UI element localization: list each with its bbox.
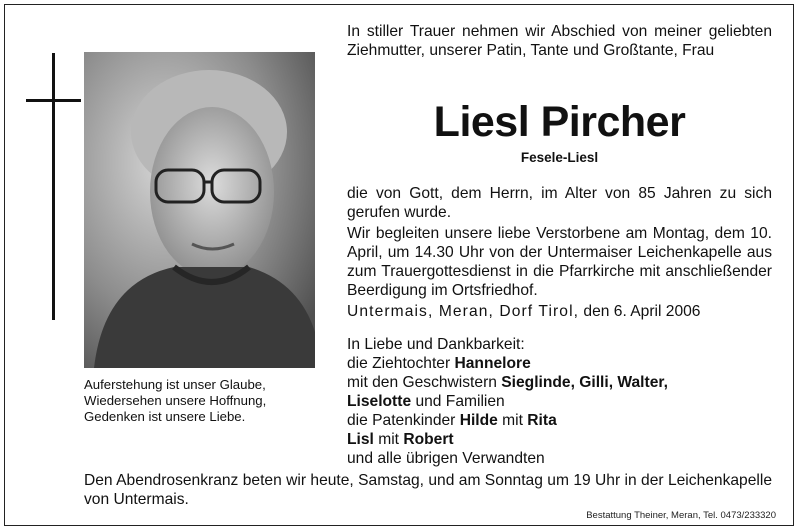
family-line: Lisl mit Robert xyxy=(347,431,454,448)
date-text: den 6. April 2006 xyxy=(583,303,701,320)
family-list xyxy=(347,335,772,468)
deceased-nickname: Fesele-Liesl xyxy=(520,150,599,165)
relative-name: Hilde xyxy=(459,412,498,429)
relative-name: Robert xyxy=(403,431,454,448)
family-line: Liselotte und Familien xyxy=(347,393,505,410)
portrait-photo xyxy=(84,52,315,368)
caption-line: Auferstehung ist unser Glaube, xyxy=(84,377,266,392)
family-line: die Patenkinder Hilde mit Rita xyxy=(347,412,557,429)
relative-name: Liselotte xyxy=(347,393,412,410)
relative-name: Lisl xyxy=(347,431,374,448)
family-line: In Liebe und Dankbarkeit: xyxy=(347,336,525,353)
funeral-home-footer: Bestattung Theiner, Meran, Tel. 0473/233320 xyxy=(586,510,776,521)
caption-line: Wiedersehen unsere Hoffnung, xyxy=(84,393,267,408)
place-date-line xyxy=(347,303,772,321)
relative-name: Rita xyxy=(527,412,557,429)
relative-name: Hannelore xyxy=(454,355,531,372)
relative-name: Sieglinde, Gilli, Walter, xyxy=(501,374,668,391)
caption-line: Gedenken ist unsere Liebe. xyxy=(84,409,246,424)
funeral-text: Wir begleiten unsere liebe Verstorbene am Montag, dem 10. April, um 14.30 Uhr von der Untermaiser Leichenkapelle aus zum Trauergottesdienst in die Pfarrkirche mit anschließender Beerdigung im Ortsfriedhof. xyxy=(347,225,772,299)
family-line: mit den Geschwistern Sieglinde, Gilli, Walter, xyxy=(347,374,668,391)
intro-text: In stiller Trauer nehmen wir Abschied von meiner geliebten Ziehmutter, unserer Patin, Tante und Großtante, Frau xyxy=(347,23,772,59)
family-line: und alle übrigen Verwandten xyxy=(347,450,545,467)
deceased-name: Liesl Pircher xyxy=(433,98,686,146)
rosary-text: Den Abendrosenkranz beten wir heute, Samstag, und am Sonntag um 19 Uhr in der Leichenkapelle von Untermais. xyxy=(84,472,772,508)
death-notice-text: die von Gott, dem Herrn, im Alter von 85 Jahren zu sich gerufen wurde. xyxy=(347,185,772,221)
family-line: die Ziehtochter Hannelore xyxy=(347,355,531,372)
photo-caption xyxy=(84,377,266,425)
place-text: Untermais, Meran, Dorf Tirol, xyxy=(347,303,580,320)
